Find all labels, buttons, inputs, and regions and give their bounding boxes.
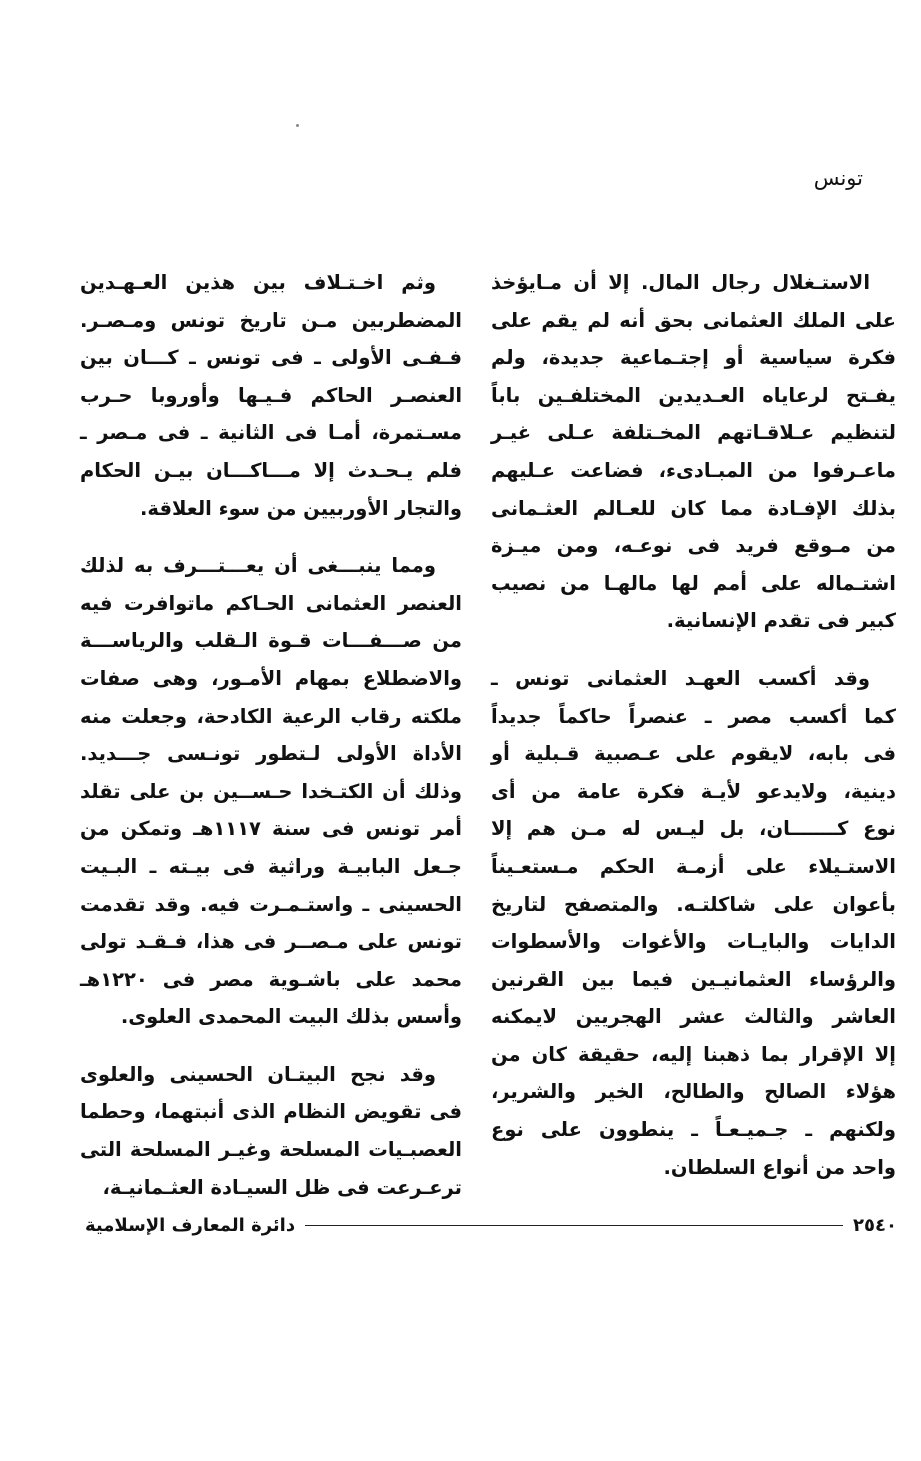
paragraph xyxy=(491,264,896,640)
text-line: نوع كـــــــان، بل ليـس له مـن هم إلا xyxy=(491,817,896,841)
text-line: كما أكسب مصر ـ عنصراً حاكماً جديداً xyxy=(491,704,896,728)
page-number: ٢٥٤٠ xyxy=(853,1214,897,1236)
text-line: تونس على مـصــر فى هذا، فـقـد تولى xyxy=(80,930,462,954)
page-footer xyxy=(85,1210,897,1240)
text-line: ملكته رقاب الرعية الكادحة، وجعلت منه xyxy=(80,704,462,728)
paragraph xyxy=(80,1056,462,1206)
text-line: الحسينى ـ واستـمـرت فيه. وقد تقدمت xyxy=(80,892,462,916)
text-line: وأسس بذلك البيت المحمدى العلوى. xyxy=(120,1005,462,1029)
text-line: أمر تونس فى سنة ١١١٧هـ وتمكن من xyxy=(80,817,462,841)
text-line: وثم اخـتـلاف بين هذين العـهـدين xyxy=(80,271,436,294)
text-line: العاشر والثالث عشر الهجريين لايمكنه xyxy=(491,1005,896,1029)
text-line: فى بابه، لايقوم على عـصبية قـبلية أو xyxy=(491,742,896,766)
paragraph xyxy=(491,660,896,1186)
text-line: فكرة سياسية أو إجتـماعية جديدة، ولم xyxy=(491,346,896,370)
text-line: على الملك العثمانى بحق أنه لم يقم على xyxy=(491,308,896,332)
footer-rule xyxy=(305,1225,843,1226)
text-line: العنصـر الحاكم فـيـها وأوروبا حـرب xyxy=(80,383,462,407)
text-line: جـعل البابيـة وراثية فى بيـته ـ البـيت xyxy=(80,854,462,878)
running-header: تونس xyxy=(813,166,863,190)
text-line: دينية، ولايدعو لأيـة فكرة عامة من أى xyxy=(491,779,896,803)
publication-title: دائرة المعارف الإسلامية xyxy=(85,1214,296,1236)
text-line: والرؤساء العثمانيـين فيما بين القرنين xyxy=(491,967,896,991)
text-line: العصبـيات المسلحة وغيـر المسلحة التى xyxy=(80,1138,462,1162)
text-line: وقد أكسب العهـد العثمانى تونس ـ xyxy=(491,666,870,690)
text-line: الدايات والبايـات والأغوات والأسطوات xyxy=(491,930,896,954)
text-line: الاستـيلاء على أزمـة الحكم مـستعـيناً xyxy=(491,854,896,878)
text-line: بأعوان على شاكلتـه. والمتصفح لتاريخ xyxy=(491,892,896,916)
text-line: بذلك الإفـادة مما كان للعـالم العثـمانى xyxy=(491,496,896,520)
text-line: ماعـرفوا من المبـادىء، فضاعت عـليهم xyxy=(491,458,896,482)
text-line: لتنظيم عـلاقـاتهم المخـتلفة عـلى غيـر xyxy=(491,421,896,445)
text-line: كبير فى تقدم الإنسانية. xyxy=(666,609,896,633)
text-line: والتجار الأوربيين من سوء العلاقة. xyxy=(140,496,462,520)
text-line: محمد على باشـوية مصر فى ١٢٢٠هـ xyxy=(80,967,462,991)
text-line: وقد نجح البيتـان الحسينى والعلوى xyxy=(80,1062,436,1086)
text-line: إلا الإقرار بما ذهبنا إليه، حقيقة كان من xyxy=(491,1042,896,1066)
text-line: مسـتمرة، أمـا فى الثانية ـ فى مـصر ـ xyxy=(80,421,462,445)
text-line: اشتـماله على أمم لها مالهـا من نصيب xyxy=(491,571,896,595)
text-line: من مـوقع فريد فى نوعـه، ومن ميـزة xyxy=(491,534,896,558)
text-line: والاضطلاع بمهام الأمـور، وهى صفات xyxy=(80,666,462,690)
paragraph xyxy=(80,264,462,527)
text-line: ومما ينبـــغى أن يعـــتـــرف به لذلك xyxy=(80,554,436,578)
text-line: العنصر العثمانى الحـاكم ماتوافرت فيه xyxy=(80,591,462,615)
text-line: الأداة الأولى لـتطور تونـسى جـــديد. xyxy=(80,742,462,766)
text-line: من صـــفـــات قـوة الـقلب والرياســـة xyxy=(80,629,462,653)
text-line: يفـتح لرعاياه العـديدين المختلفـين باباً xyxy=(491,383,896,407)
text-line: وذلك أن الكتـخدا حـســين بن على تقلد xyxy=(80,779,462,803)
text-line: فـفـى الأولى ـ فى تونس ـ كـــان بين xyxy=(80,346,462,370)
text-line: واحد من أنواع السلطان. xyxy=(663,1155,896,1179)
left-column xyxy=(80,264,462,1226)
text-line: المضطربين مـن تاريخ تونس ومـصـر. xyxy=(80,308,462,332)
text-line: ولكنهم ـ جـميـعـاً ـ ينطوون على نوع xyxy=(491,1118,896,1142)
text-line: ترعـرعت فى ظل السيـادة العثـمانيـة، xyxy=(102,1175,462,1199)
right-column xyxy=(491,264,896,1206)
text-line: فلم يـحـدث إلا مـــاكـــان بيـن الحكام xyxy=(80,458,462,482)
scan-speck xyxy=(296,124,299,127)
text-line: الاستـغلال رجال المال. إلا أن مـايؤخذ xyxy=(491,271,870,294)
paragraph xyxy=(80,547,462,1036)
text-line: هؤلاء الصالح والطالح، الخير والشرير، xyxy=(491,1080,896,1104)
text-line: فى تقويض النظام الذى أنبتهما، وحطما xyxy=(80,1100,462,1124)
